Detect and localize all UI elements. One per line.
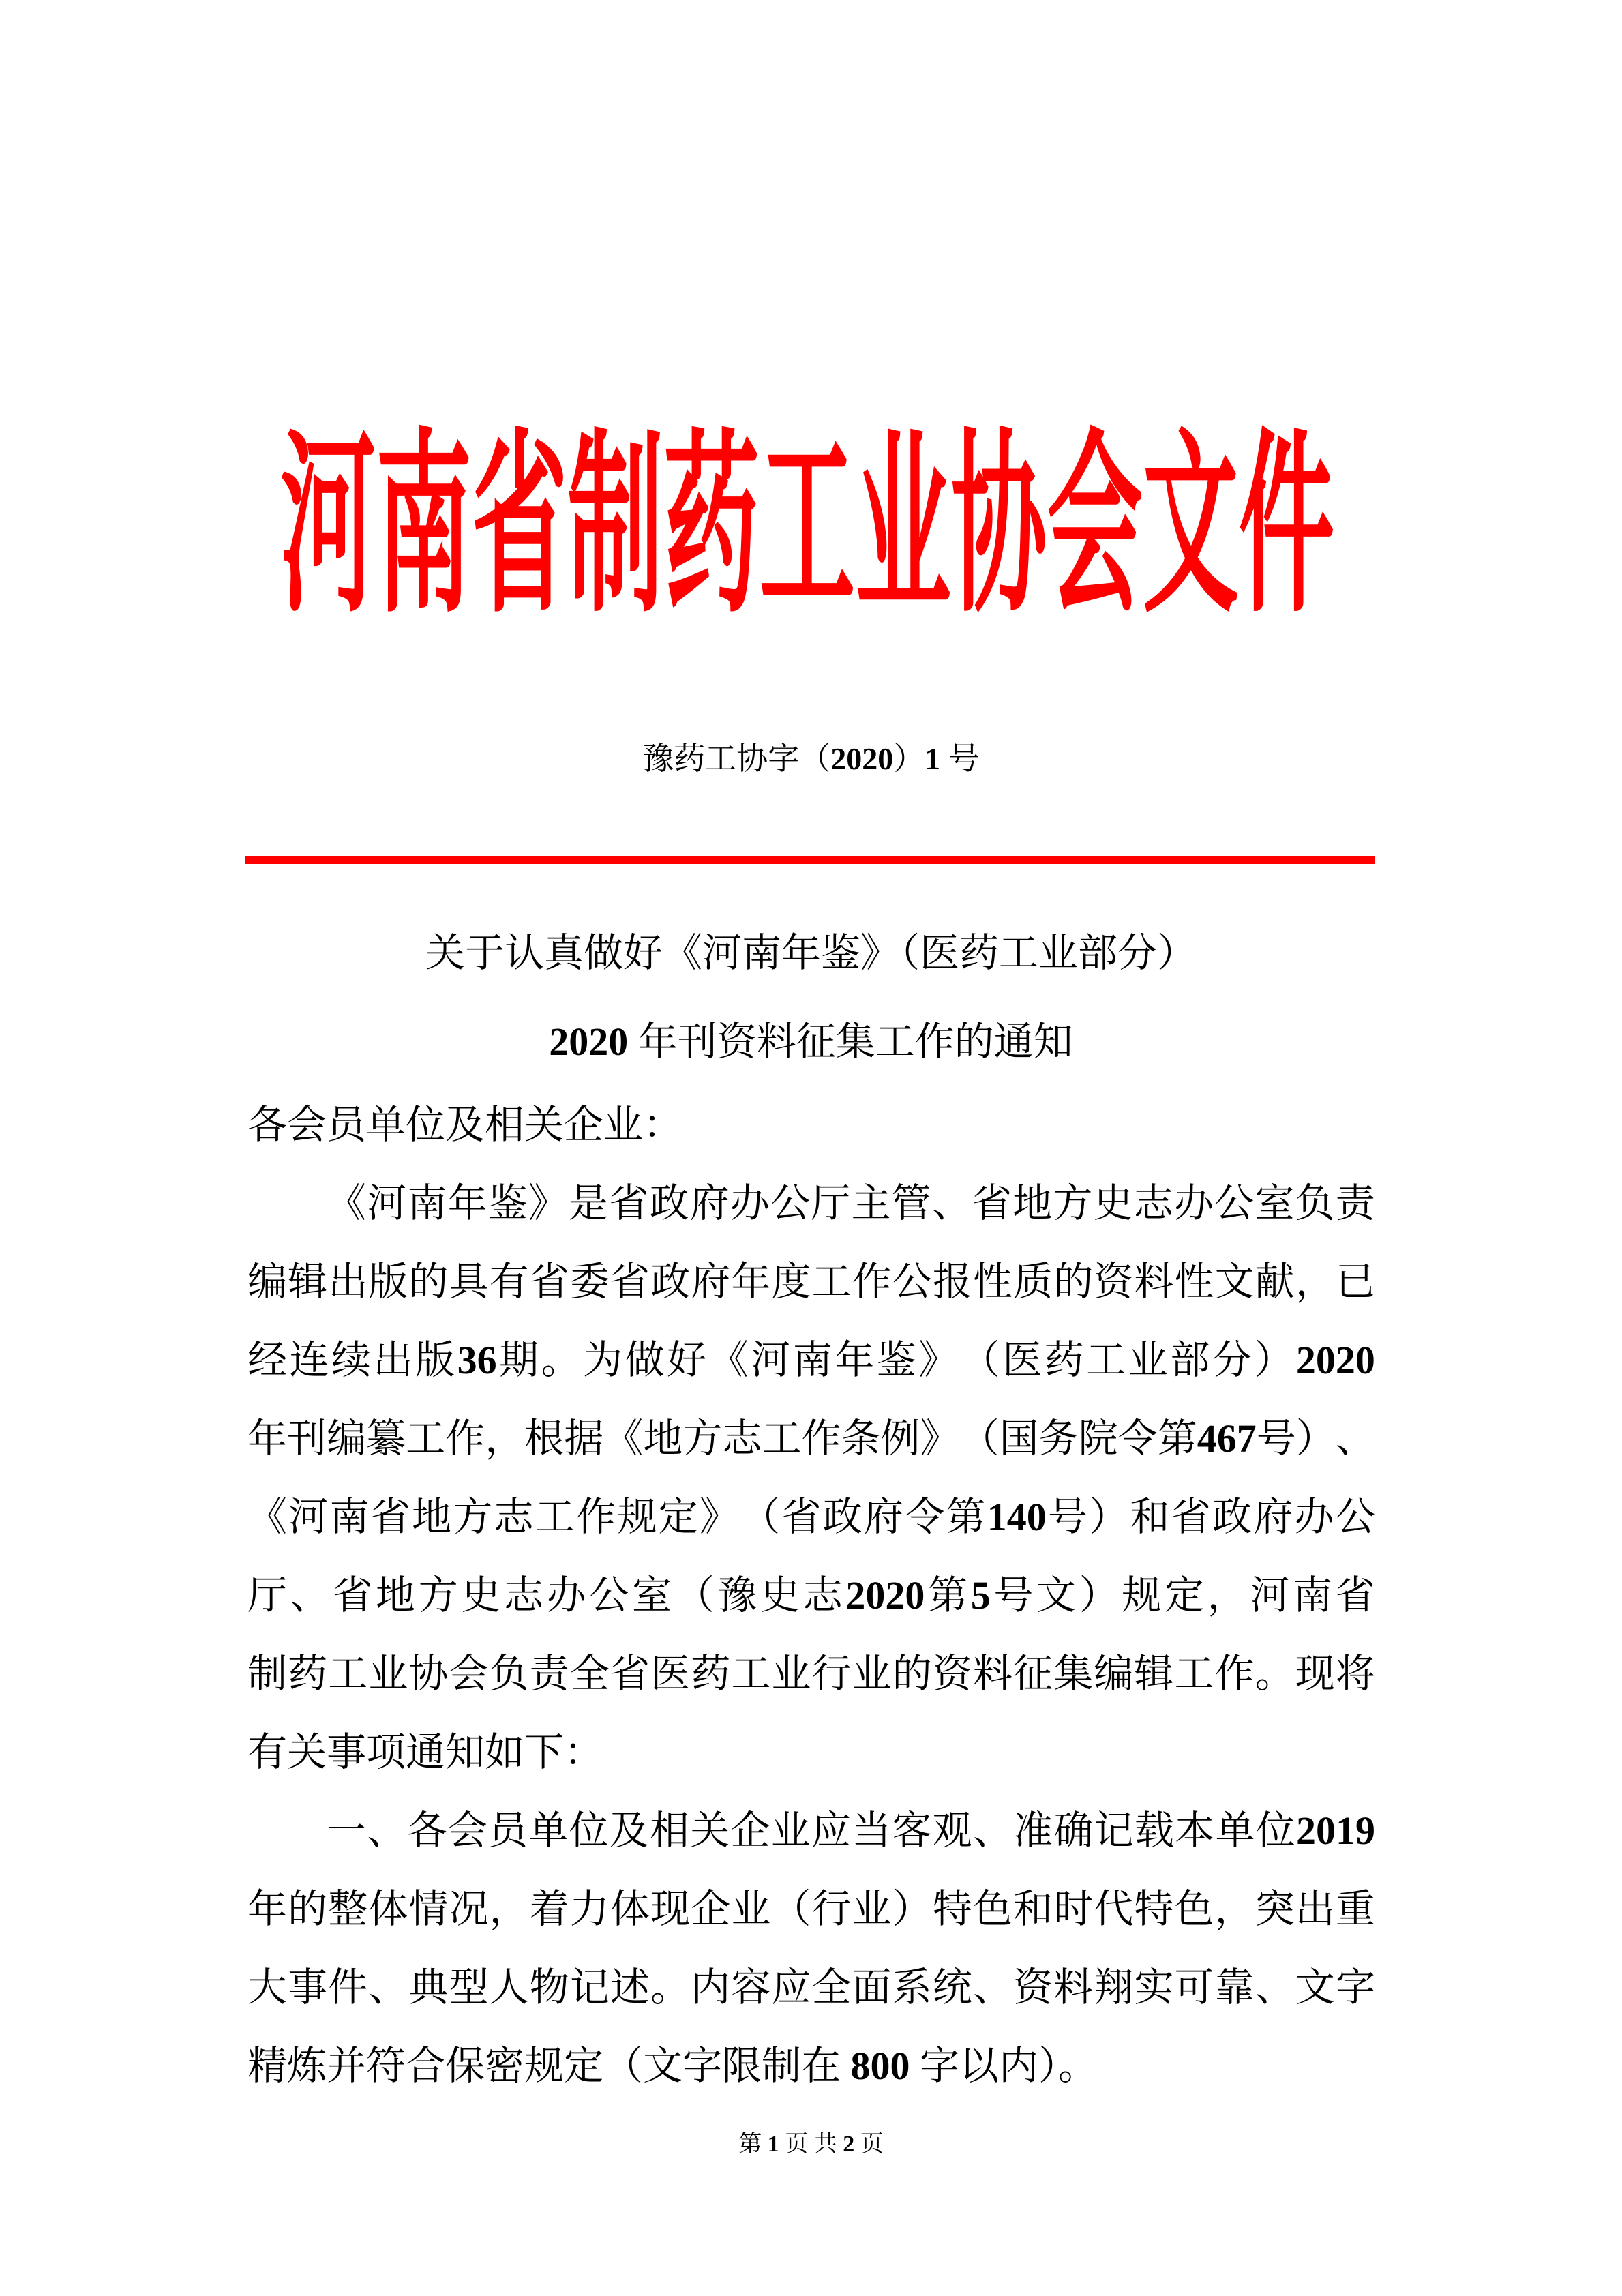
- body-line: 各会员单位及相关企业：: [247, 1103, 683, 1147]
- body-line: 有关事项通知如下：: [247, 1730, 604, 1774]
- notice-title: [0, 909, 1622, 1086]
- banner-character: 工: [759, 419, 855, 636]
- agency-banner-title: [280, 419, 1334, 636]
- document-body: [247, 1086, 1375, 2105]
- body-line: 年 的 整 体 情 况 ， 着 力 体 现 企 业 （ 行 业 ） 特 色 和 时 代 特 色 ， 突 出 重: [247, 1887, 1375, 1931]
- body-line: 制 药 工 业 协 会 负 责 全 省 医 药 工 业 行 业 的 资 料 征 集 编 辑 工 作 。 现 将: [247, 1652, 1375, 1696]
- banner-character: 药: [663, 419, 760, 636]
- red-divider: [245, 856, 1375, 864]
- body-line: 精炼并符合保密规定（文字限制在 800 字以内）。: [247, 2044, 1098, 2088]
- banner-character: 制: [567, 419, 663, 636]
- banner-character: 会: [1047, 419, 1143, 636]
- banner-character: 南: [376, 419, 472, 636]
- body-line: 一 、 各 会 员 单 位 及 相 关 企 业 应 当 客 观 、 准 确 记 载 本 单 位 2019: [327, 1808, 1375, 1853]
- page-footer: 第 1 页 共 2 页: [738, 2132, 884, 2157]
- banner-character: 河: [280, 419, 376, 636]
- banner-character: 件: [1238, 419, 1334, 636]
- body-line: 厅 、 省 地 方 史 志 办 公 室 （ 豫 史 志 2020 第 5 号 文 ） 规 定 ， 河 南 省: [247, 1573, 1375, 1617]
- notice-title-line-1: 关于认真做好《河南年鉴》（医药工业部分）: [425, 931, 1197, 975]
- banner-character: 文: [1143, 419, 1239, 636]
- banner-character: 协: [951, 419, 1047, 636]
- document-number: 豫药工协字（2020）1 号: [642, 741, 980, 776]
- body-line: 编 辑 出 版 的 具 有 省 委 省 政 府 年 度 工 作 公 报 性 质 的 资 料 性 文 献 ， 已: [247, 1259, 1375, 1304]
- body-line: 经 连 续 出 版 36 期 。 为 做 好 《 河 南 年 鉴 》 （ 医 药 工 业 部 分 ） 2020: [247, 1338, 1375, 1382]
- body-line: 《 河 南 年 鉴 》 是 省 政 府 办 公 厅 主 管 、 省 地 方 史 志 办 公 室 负 责: [327, 1181, 1375, 1225]
- banner-character: 业: [855, 419, 951, 636]
- notice-title-line-2: 2020 年刊资料征集工作的通知: [549, 1019, 1073, 1064]
- body-line: 《 河 南 省 地 方 志 工 作 规 定 》 （ 省 政 府 令 第 140 号 ） 和 省 政 府 办 公: [247, 1495, 1375, 1539]
- body-line: 年 刊 编 纂 工 作 ， 根 据 《 地 方 志 工 作 条 例 》 （ 国 务 院 令 第 467 号 ） 、: [247, 1416, 1375, 1461]
- body-line: 大 事 件 、 典 型 人 物 记 述 。 内 容 应 全 面 系 统 、 资 料 翔 实 可 靠 、 文 字: [247, 1965, 1375, 2010]
- banner-character: 省: [472, 419, 568, 636]
- agency-banner: [280, 419, 1334, 636]
